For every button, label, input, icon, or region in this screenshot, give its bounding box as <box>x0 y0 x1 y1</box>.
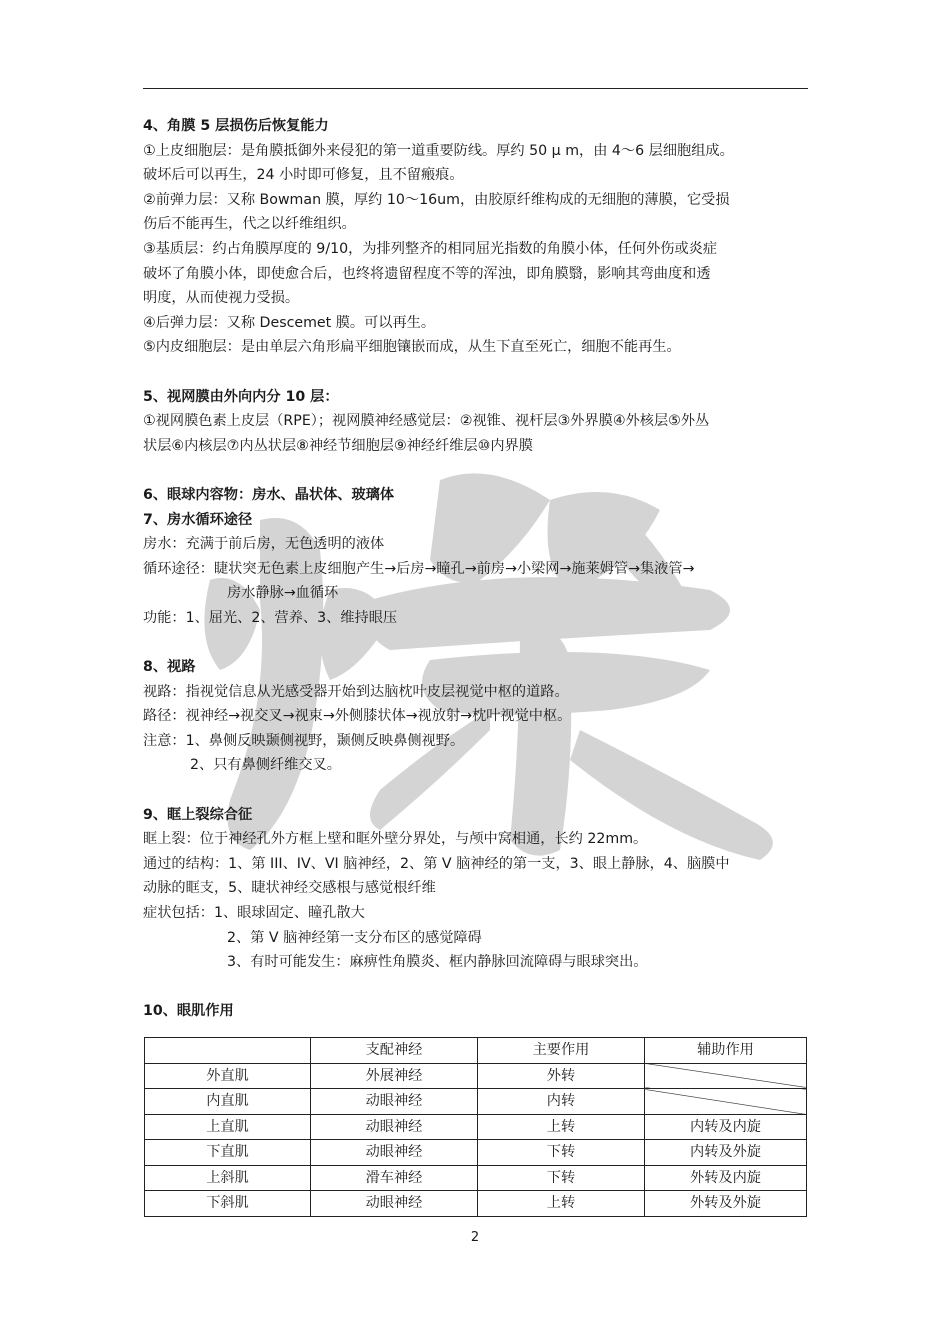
paragraph-line: 循环途径：睫状突无色素上皮细胞产生→后房→瞳孔→前房→小梁网→施莱姆管→集液管→ <box>143 560 695 577</box>
table-row <box>145 1140 807 1166</box>
table-cell-empty-diagonal <box>645 1063 807 1089</box>
paragraph-line-indented: 2、只有鼻侧纤维交叉。 <box>190 757 341 774</box>
paragraph-line-indented: 3、有时可能发生：麻痹性角膜炎、框内静脉回流障碍与眼球突出。 <box>227 954 648 971</box>
spacer <box>143 458 811 483</box>
paragraph-line: ②前弹力层：又称 Bowman 膜，厚约 10～16um，由胶原纤维构成的无细胞的薄膜，它受损 <box>143 191 730 208</box>
spacer <box>143 778 811 803</box>
paragraph-line-indented: 2、第 V 脑神经第一支分布区的感觉障碍 <box>227 929 482 946</box>
section-heading: 10、眼肌作用 <box>143 1003 234 1020</box>
paragraph-line: 动脉的眶支，5、睫状神经交感根与感觉根纤维 <box>143 880 436 897</box>
paragraph-line: ①视网膜色素上皮层（RPE）；视网膜神经感觉层：②视锥、视杆层③外界膜④外核层⑤外丛 <box>143 413 710 430</box>
table-cell: 上转 <box>478 1191 645 1217</box>
table-cell: 上转 <box>478 1114 645 1140</box>
paragraph-line: 功能：1、屈光、2、营养、3、维持眼压 <box>143 609 398 626</box>
table-cell: 内直肌 <box>145 1089 311 1115</box>
section-heading: 7、房水循环途径 <box>143 511 253 528</box>
table-cell-empty-diagonal <box>645 1089 807 1115</box>
table-cell: 外转及内旋 <box>645 1165 807 1191</box>
table-cell: 外转及外旋 <box>645 1191 807 1217</box>
table-cell: 外直肌 <box>145 1063 311 1089</box>
paragraph-line: ①上皮细胞层：是角膜抵御外来侵犯的第一道重要防线。厚约 50 μ m，由 4～6 层细胞组成。 <box>143 142 734 159</box>
paragraph-line: 破坏后可以再生，24 小时即可修复，且不留瘢痕。 <box>143 167 464 184</box>
spacer <box>143 360 811 385</box>
paragraph-line: 房水：充满于前后房，无色透明的液体 <box>143 536 385 553</box>
table-cell: 外展神经 <box>311 1063 478 1089</box>
paragraph-line: ⑤内皮细胞层：是由单层六角形扁平细胞镶嵌而成，从生下直至死亡，细胞不能再生。 <box>143 339 681 356</box>
table-header-row <box>145 1038 807 1064</box>
paragraph-line-indented: 房水静脉→血循环 <box>227 585 339 602</box>
table-cell: 动眼神经 <box>311 1191 478 1217</box>
table-cell: 下转 <box>478 1165 645 1191</box>
table-header-cell: 支配神经 <box>311 1038 478 1064</box>
paragraph-line: 症状包括：1、眼球固定、瞳孔散大 <box>143 905 365 921</box>
table-cell: 下直肌 <box>145 1140 311 1166</box>
table-row <box>145 1191 807 1217</box>
table-cell: 上直肌 <box>145 1114 311 1140</box>
paragraph-line: 视路：指视觉信息从光感受器开始到达脑枕叶皮层视觉中枢的道路。 <box>143 683 569 700</box>
table-cell: 上斜肌 <box>145 1165 311 1191</box>
document-body <box>143 114 811 1024</box>
paragraph-line: 眶上裂：位于神经孔外方框上壁和眶外壁分界处，与颅中窝相通，长约 22mm。 <box>143 831 648 848</box>
page-number: 2 <box>470 1230 480 1245</box>
table-header-cell: 辅助作用 <box>645 1038 807 1064</box>
table-cell: 滑车神经 <box>311 1165 478 1191</box>
section-heading: 6、眼球内容物：房水、晶状体、玻璃体 <box>143 486 395 503</box>
paragraph-line: ④后弹力层：又称 Descemet 膜。可以再生。 <box>143 314 436 331</box>
spacer <box>143 975 811 1000</box>
table-cell: 下转 <box>478 1140 645 1166</box>
section-heading: 4、角膜 5 层损伤后恢复能力 <box>143 118 329 134</box>
table-cell: 动眼神经 <box>311 1140 478 1166</box>
table-header-cell: 主要作用 <box>478 1038 645 1064</box>
paragraph-line: 状层⑥内核层⑦内丛状层⑧神经节细胞层⑨神经纤维层⑩内界膜 <box>143 437 533 454</box>
paragraph-line: 伤后不能再生，代之以纤维组织。 <box>143 216 356 233</box>
table-cell: 动眼神经 <box>311 1089 478 1115</box>
table-cell: 外转 <box>478 1063 645 1089</box>
section-heading: 5、视网膜由外向内分 10 层： <box>143 388 339 405</box>
paragraph-line: 路径：视神经→视交叉→视束→外侧膝状体→视放射→枕叶视觉中枢。 <box>143 708 572 725</box>
table-header-cell <box>145 1038 311 1064</box>
eye-muscle-table <box>144 1037 807 1217</box>
table-row <box>145 1114 807 1140</box>
table-row <box>145 1089 807 1115</box>
paragraph-line: ③基质层：约占角膜厚度的 9/10，为排列整齐的相同屈光指数的角膜小体，任何外伤或炎症 <box>143 240 718 257</box>
table-row <box>145 1165 807 1191</box>
table-cell: 动眼神经 <box>311 1114 478 1140</box>
paragraph-line: 通过的结构：1、第 III、IV、VI 脑神经，2、第 V 脑神经的第一支，3、眼上静脉，4、脑膜中 <box>143 855 730 872</box>
table-cell: 内转及外旋 <box>645 1140 807 1166</box>
table-row <box>145 1063 807 1089</box>
paragraph-line: 注意：1、鼻侧反映颞侧视野，颞侧反映鼻侧视野。 <box>143 732 465 749</box>
section-heading: 9、眶上裂综合征 <box>143 806 253 823</box>
header-rule <box>143 88 808 89</box>
table-cell: 下斜肌 <box>145 1191 311 1217</box>
table-cell: 内转 <box>478 1089 645 1115</box>
table-cell: 内转及内旋 <box>645 1114 807 1140</box>
section-heading: 8、视路 <box>143 659 196 676</box>
spacer <box>143 630 811 655</box>
paragraph-line: 明度，从而使视力受损。 <box>143 290 300 307</box>
paragraph-line: 破坏了角膜小体，即使愈合后，也终将遗留程度不等的浑浊，即角膜翳，影响其弯曲度和透 <box>143 265 711 282</box>
